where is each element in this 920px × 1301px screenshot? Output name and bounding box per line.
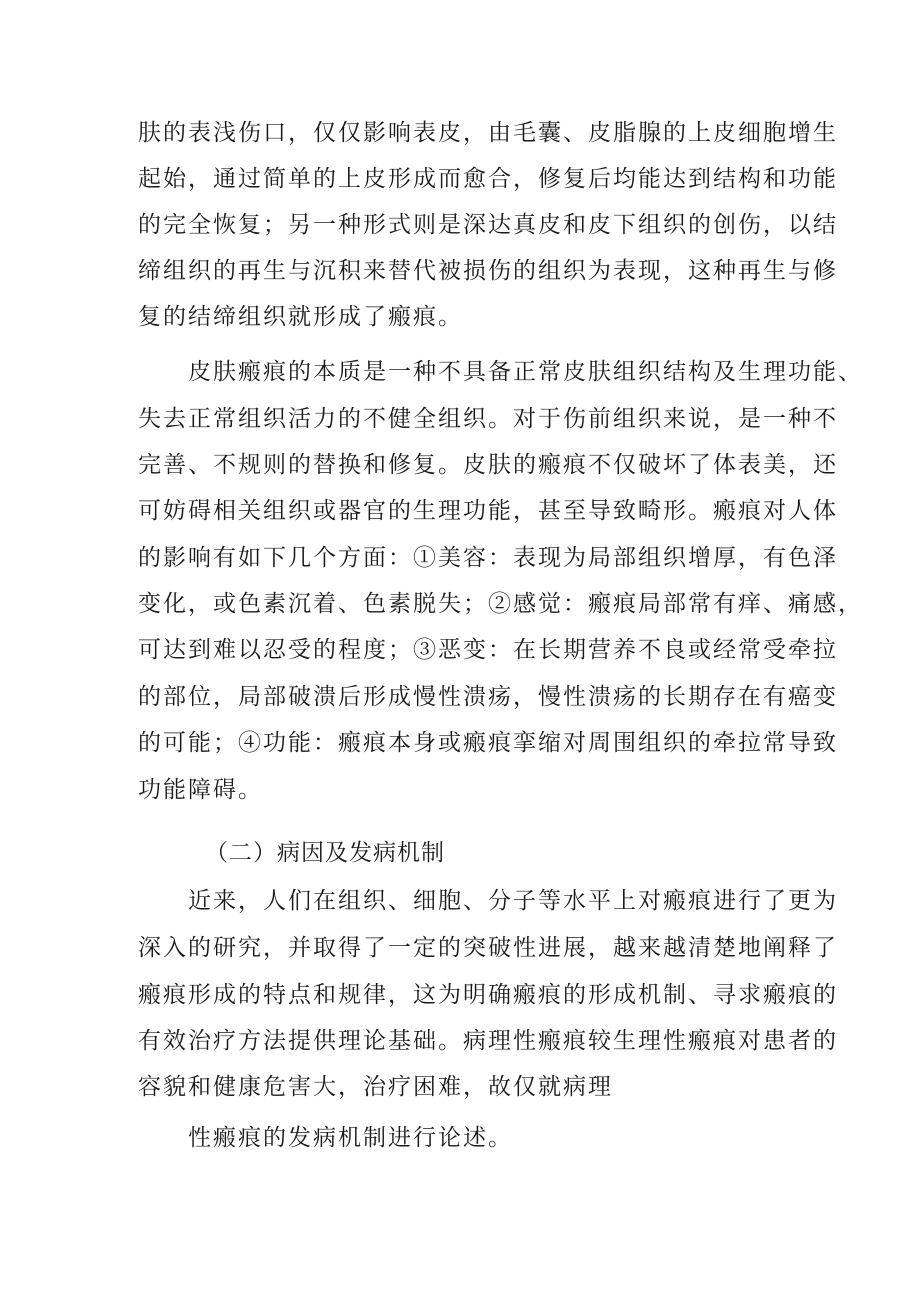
paragraph-line: 的影响有如下几个方面：①美容：表现为局部组织增厚，有色泽 [138, 545, 838, 571]
paragraph-line: 复的结缔组织就形成了瘢痕。 [138, 304, 463, 330]
paragraph-line: 瘢痕形成的特点和规律，这为明确瘢痕的形成机制、寻求瘢痕的 [138, 982, 838, 1008]
paragraph-line: 有效治疗方法提供理论基础。病理性瘢痕较生理性瘢痕对患者的 [138, 1028, 838, 1054]
paragraph-line: 容貌和健康危害大，治疗困难，故仅就病理 [138, 1074, 613, 1100]
paragraph-line: 缔组织的再生与沉积来替代被损伤的组织为表现，这种再生与修 [138, 258, 838, 284]
paragraph-line: 变化，或色素沉着、色素脱失；②感觉：瘢痕局部常有痒、痛感， [138, 591, 863, 617]
paragraph-line: 起始，通过简单的上皮形成而愈合，修复后均能达到结构和功能 [138, 166, 838, 192]
paragraph-line: 可达到难以忍受的程度；③恶变：在长期营养不良或经常受牵拉 [138, 637, 838, 663]
paragraph-line: 功能障碍。 [138, 777, 263, 803]
paragraph-line: 的完全恢复；另一种形式则是深达真皮和皮下组织的创伤，以结 [138, 212, 838, 238]
paragraph-line: 失去正常组织活力的不健全组织。对于伤前组织来说，是一种不 [138, 406, 838, 432]
paragraph-line: 的部位，局部破溃后形成慢性溃疡，慢性溃疡的长期存在有癌变 [138, 684, 838, 710]
section-heading: （二）病因及发病机制 [205, 840, 445, 866]
paragraph-line: 可妨碍相关组织或器官的生理功能，甚至导致畸形。瘢痕对人体 [138, 498, 838, 524]
paragraph-line: 性瘢痕的发病机制进行论述。 [188, 1125, 513, 1151]
paragraph-line: 皮肤瘢痕的本质是一种不具备正常皮肤组织结构及生理功能、 [188, 359, 863, 385]
paragraph-line: 完善、不规则的替换和修复。皮肤的瘢痕不仅破坏了体表美，还 [138, 452, 838, 478]
paragraph-line: 深入的研究，并取得了一定的突破性进展，越来越清楚地阐释了 [138, 935, 838, 961]
paragraph-line: 的可能；④功能：瘢痕本身或瘢痕挛缩对周围组织的牵拉常导致 [138, 730, 838, 756]
paragraph-line: 肤的表浅伤口，仅仅影响表皮，由毛囊、皮脂腺的上皮细胞增生 [138, 120, 838, 146]
paragraph-line: 近来，人们在组织、细胞、分子等水平上对瘢痕进行了更为 [188, 888, 838, 914]
